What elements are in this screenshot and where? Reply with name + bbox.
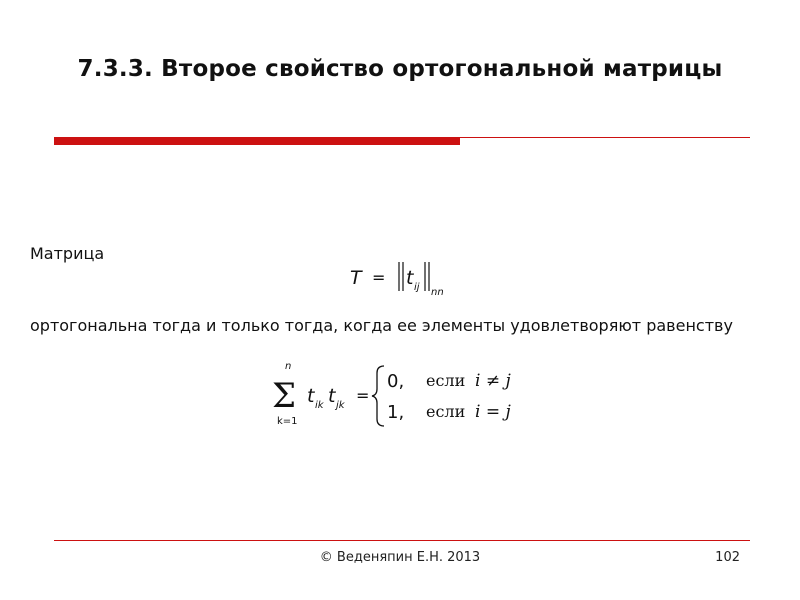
case-1-text: если xyxy=(426,371,466,390)
term-2-subscript: jk xyxy=(336,400,345,411)
matrix-element: t xyxy=(406,267,414,289)
footer-divider xyxy=(54,540,750,541)
page-number: 102 xyxy=(715,550,740,565)
title-underline-thin xyxy=(460,137,750,138)
norm-left-bars xyxy=(399,262,403,291)
norm-subscript: nn xyxy=(431,287,444,298)
term-2: t xyxy=(328,385,336,407)
case-1-condition: i ≠ j xyxy=(475,371,511,391)
sum-equals: = xyxy=(356,386,370,405)
term-1: t xyxy=(307,385,315,407)
case-2-value: 1, xyxy=(387,402,405,423)
case-2-condition: i = j xyxy=(475,402,511,422)
slide-title: 7.3.3. Второе свойство ортогональной матрицы xyxy=(77,56,723,82)
left-brace-icon xyxy=(372,366,384,426)
sum-lower-limit: k=1 xyxy=(277,416,298,427)
title-underline-thick xyxy=(54,137,460,145)
case-1-value: 0, xyxy=(387,371,405,392)
matrix-formula-lhs: T xyxy=(350,267,362,289)
case-2-text: если xyxy=(426,402,466,421)
matrix-element-subscript: ij xyxy=(414,282,420,293)
intro-text: Матрица xyxy=(30,244,105,263)
matrix-formula xyxy=(340,258,460,300)
term-1-subscript: ik xyxy=(315,400,324,411)
sigma-icon: Σ xyxy=(272,376,297,416)
norm-right-bars xyxy=(425,262,429,291)
orthogonality-formula xyxy=(268,360,538,432)
matrix-formula-equals: = xyxy=(372,268,386,287)
footer-copyright: © Веденяпин Е.Н. 2013 xyxy=(319,550,481,565)
sum-upper-limit: n xyxy=(285,361,292,372)
condition-paragraph: ортогональна тогда и только тогда, когда ее элементы удовлетворяют равенству xyxy=(30,316,733,335)
